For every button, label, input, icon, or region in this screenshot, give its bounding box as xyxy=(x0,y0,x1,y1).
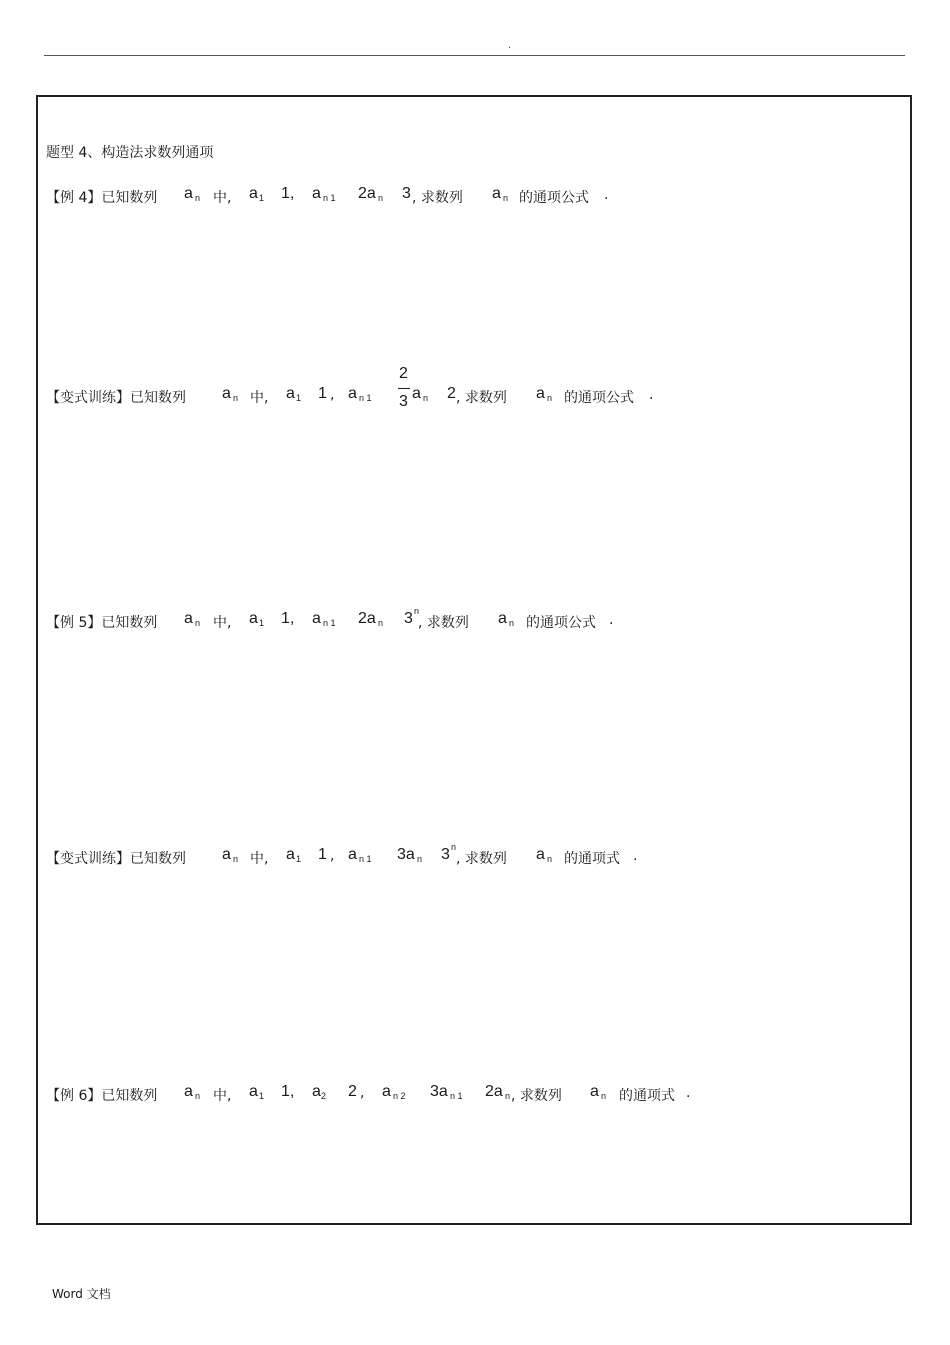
math-term: 3a xyxy=(430,1083,448,1100)
header-mark: . xyxy=(508,40,512,51)
math-subscript: n xyxy=(509,618,515,628)
math-subscript: n xyxy=(423,393,429,403)
problem-text: 中, xyxy=(213,1088,232,1104)
math-value: 1 xyxy=(318,846,327,863)
math-var: a xyxy=(498,610,507,627)
problem-text: , xyxy=(330,848,335,864)
problem-text: 的通项式 xyxy=(564,851,620,867)
math-subscript: n xyxy=(233,393,239,403)
problem-text: 的通项公式 xyxy=(519,190,589,206)
math-var: a xyxy=(348,846,357,863)
math-var: a xyxy=(312,1083,321,1100)
math-superscript: n xyxy=(451,842,457,852)
math-subscript: n xyxy=(233,854,239,864)
math-var: a xyxy=(184,185,193,202)
math-term: 2a xyxy=(358,610,376,627)
math-subscript: n xyxy=(417,854,423,864)
math-var: a xyxy=(249,1083,258,1100)
problem-text: 中, xyxy=(213,615,232,631)
math-superscript: n xyxy=(414,606,420,616)
math-subscript: 1 xyxy=(259,618,265,628)
math-subscript: n 1 xyxy=(359,854,372,864)
math-subscript: n 1 xyxy=(323,618,336,628)
math-subscript: n 1 xyxy=(450,1091,463,1101)
problem-label: 【例 5】已知数列 xyxy=(46,615,158,631)
problem-text: 的通项公式 xyxy=(526,615,596,631)
problem-period: . xyxy=(633,848,638,864)
problem-label: 【变式训练】已知数列 xyxy=(46,390,186,406)
problem-text: , 求数列 xyxy=(456,851,507,867)
math-var: a xyxy=(286,385,295,402)
problem-text: , xyxy=(360,1085,365,1101)
content-frame xyxy=(36,95,912,1225)
math-subscript: n xyxy=(195,1091,201,1101)
problem-text: 中, xyxy=(250,390,269,406)
problem-text: , 求数列 xyxy=(456,390,507,406)
problem-text: 的通项公式 xyxy=(564,390,634,406)
fraction-bar xyxy=(398,388,410,389)
math-subscript: 1 xyxy=(296,854,302,864)
math-subscript: n xyxy=(547,854,553,864)
math-subscript: 1 xyxy=(259,1091,265,1101)
math-subscript: 1 xyxy=(259,193,265,203)
math-subscript: n xyxy=(378,193,384,203)
problem-period: . xyxy=(686,1085,691,1101)
math-subscript: n xyxy=(547,393,553,403)
math-var: a xyxy=(492,185,501,202)
math-var: a xyxy=(412,385,421,402)
math-var: a xyxy=(222,846,231,863)
math-value: 3 xyxy=(404,610,413,627)
math-subscript: n 2 xyxy=(393,1091,406,1101)
math-var: a xyxy=(312,185,321,202)
problem-label: 【例 6】已知数列 xyxy=(46,1088,158,1104)
math-subscript: 1 xyxy=(296,393,302,403)
footer-label: Word 文档 xyxy=(52,1287,111,1301)
math-var: a xyxy=(222,385,231,402)
math-var: a xyxy=(249,185,258,202)
problem-text: , xyxy=(330,387,335,403)
fraction-numerator: 2 xyxy=(399,365,408,382)
problem-period: . xyxy=(649,387,654,403)
math-subscript: n xyxy=(505,1091,511,1101)
section-title: 题型 4、构造法求数列通项 xyxy=(46,145,214,161)
header-rule xyxy=(44,55,905,56)
math-var: a xyxy=(348,385,357,402)
problem-label: 【例 4】已知数列 xyxy=(46,190,158,206)
math-value: 2 xyxy=(348,1083,357,1100)
math-term: 3a xyxy=(397,846,415,863)
math-subscript: n xyxy=(378,618,384,628)
math-subscript: n xyxy=(503,193,509,203)
problem-text: , 求数列 xyxy=(412,190,463,206)
math-value: 1, xyxy=(281,610,295,627)
math-var: a xyxy=(536,385,545,402)
math-value: 1 xyxy=(318,385,327,402)
math-subscript: n xyxy=(195,618,201,628)
math-subscript: n 1 xyxy=(323,193,336,203)
problem-text: 中, xyxy=(213,190,232,206)
math-term: 2a xyxy=(485,1083,503,1100)
math-var: a xyxy=(382,1083,391,1100)
math-var: a xyxy=(249,610,258,627)
math-subscript: n xyxy=(195,193,201,203)
math-var: a xyxy=(590,1083,599,1100)
math-value: 3 xyxy=(402,185,411,202)
math-var: a xyxy=(184,610,193,627)
problem-text: , 求数列 xyxy=(511,1088,562,1104)
fraction-denominator: 3 xyxy=(399,393,408,410)
math-subscript: n 1 xyxy=(359,393,372,403)
math-var: a xyxy=(184,1083,193,1100)
math-value: 2 xyxy=(447,385,456,402)
math-var: a xyxy=(312,610,321,627)
problem-text: , 求数列 xyxy=(418,615,469,631)
math-value: 3 xyxy=(441,846,450,863)
problem-text: 的通项式 xyxy=(619,1088,675,1104)
math-value: 1, xyxy=(281,185,295,202)
math-subscript: 2 xyxy=(321,1091,327,1101)
problem-period: . xyxy=(609,612,614,628)
math-value: 1, xyxy=(281,1083,295,1100)
math-term: 2a xyxy=(358,185,376,202)
math-var: a xyxy=(536,846,545,863)
math-var: a xyxy=(286,846,295,863)
problem-text: 中, xyxy=(250,851,269,867)
problem-period: . xyxy=(604,187,609,203)
math-subscript: n xyxy=(601,1091,607,1101)
problem-label: 【变式训练】已知数列 xyxy=(46,851,186,867)
